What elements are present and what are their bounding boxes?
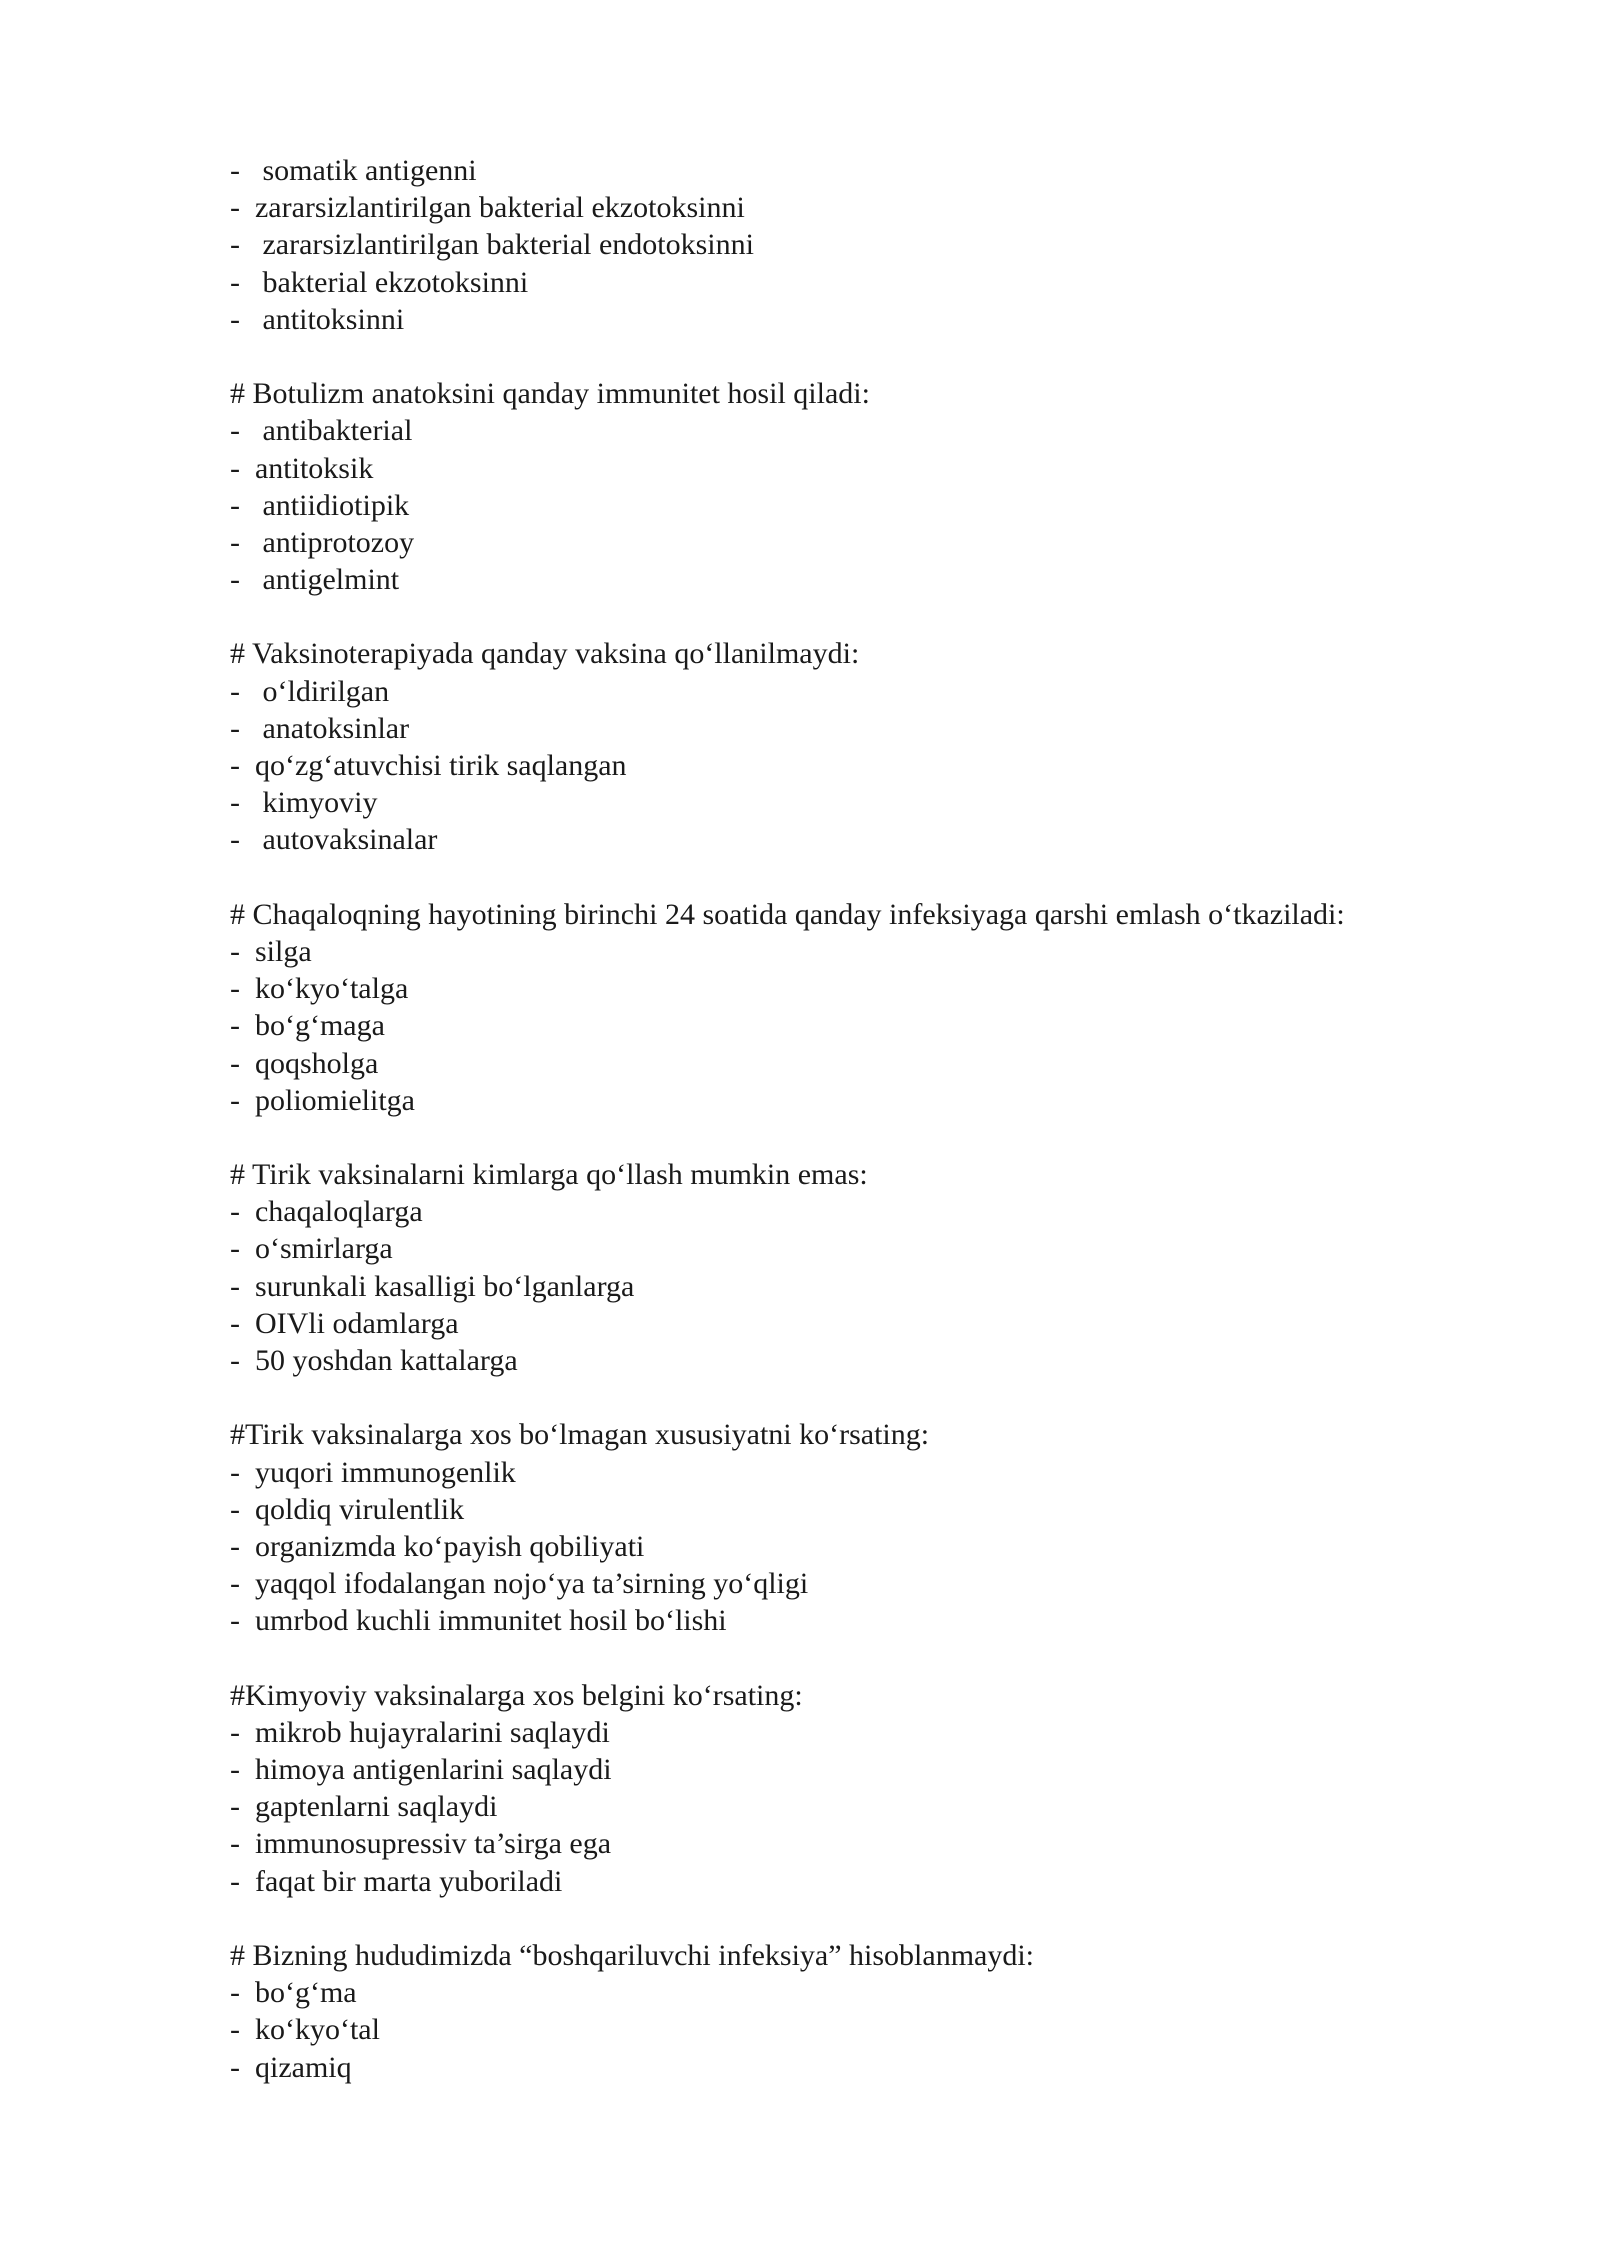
- option-line: - antitoksinni: [230, 302, 405, 336]
- option-line: - qo‘zg‘atuvchisi tirik saqlangan: [230, 749, 627, 782]
- question-line: # Tirik vaksinalarni kimlarga qo‘llash mumkin emas:: [230, 1158, 868, 1192]
- spacer: [230, 1379, 1560, 1416]
- spacer: [230, 338, 1560, 375]
- question-line: # Vaksinoterapiyada qanday vaksina qo‘llanilmaydi:: [230, 637, 860, 671]
- option-line: - antigelmint: [230, 563, 400, 597]
- option-line: - chaqaloqlarga: [230, 1195, 423, 1229]
- document-page: [230, 152, 1560, 2086]
- option-line: - antitoksik: [230, 451, 374, 485]
- option-line: - bo‘g‘maga: [230, 1009, 385, 1043]
- option-line: - faqat bir marta yuboriladi: [230, 1864, 563, 1898]
- option-line: - 50 yoshdan kattalarga: [230, 1344, 518, 1377]
- option-line: - yuqori immunogenlik: [230, 1455, 516, 1489]
- question-line: # Bizning hududimizda “boshqariluvchi infeksiya” hisoblanmaydi:: [230, 1939, 1035, 1972]
- option-line: - ko‘kyo‘tal: [230, 2013, 380, 2047]
- option-line: - o‘ldirilgan: [230, 674, 390, 708]
- option-line: - antibakterial: [230, 414, 413, 448]
- option-line: - immunosupressiv ta’sirga ega: [230, 1827, 612, 1861]
- option-line: - qizamiq: [230, 2050, 352, 2084]
- spacer: [230, 1900, 1560, 1937]
- question-line: # Chaqaloqning hayotining birinchi 24 soatida qanday infeksiyaga qarshi emlash o‘tkaziladi:: [230, 897, 1345, 931]
- option-line: - o‘smirlarga: [230, 1232, 393, 1266]
- option-line: - bakterial ekzotoksinni: [230, 265, 529, 299]
- question-line: #Kimyoviy vaksinalarga xos belgini ko‘rsating:: [230, 1678, 803, 1712]
- question-line: #Tirik vaksinalarga xos bo‘lmagan xususiyatni ko‘rsating:: [230, 1418, 930, 1452]
- spacer: [230, 1640, 1560, 1677]
- option-line: - umrbod kuchli immunitet hosil bo‘lishi: [230, 1604, 727, 1638]
- option-line: - surunkali kasalligi bo‘lganlarga: [230, 1269, 635, 1303]
- question-line: # Botulizm anatoksini qanday immunitet hosil qiladi:: [230, 377, 870, 411]
- option-line: - zararsizlantirilgan bakterial ekzotoksinni: [230, 191, 745, 225]
- option-line: - poliomielitga: [230, 1083, 415, 1117]
- option-line: - qoqsholga: [230, 1046, 379, 1080]
- option-line: - qoldiq virulentlik: [230, 1492, 465, 1526]
- option-line: - bo‘g‘ma: [230, 1976, 357, 2010]
- option-line: - autovaksinalar: [230, 823, 438, 857]
- option-line: - mikrob hujayralarini saqlaydi: [230, 1715, 610, 1749]
- option-line: - gaptenlarni saqlaydi: [230, 1790, 498, 1824]
- spacer: [230, 598, 1560, 635]
- option-line: - himoya antigenlarini saqlaydi: [230, 1753, 612, 1787]
- option-line: - yaqqol ifodalangan nojo‘ya ta’sirning yo‘qligi: [230, 1567, 809, 1601]
- spacer: [230, 859, 1560, 896]
- option-line: - OIVli odamlarga: [230, 1306, 459, 1340]
- option-line: - kimyoviy: [230, 786, 378, 820]
- spacer: [230, 1119, 1560, 1156]
- option-line: - somatik antigenni: [230, 154, 477, 187]
- option-line: - antiprotozoy: [230, 525, 415, 559]
- option-line: - silga: [230, 934, 312, 968]
- option-line: - zararsizlantirilgan bakterial endotoksinni: [230, 228, 754, 262]
- option-line: - ko‘kyo‘talga: [230, 972, 409, 1006]
- option-line: - antiidiotipik: [230, 488, 410, 522]
- option-line: - organizmda ko‘payish qobiliyati: [230, 1529, 645, 1563]
- option-line: - anatoksinlar: [230, 711, 410, 745]
